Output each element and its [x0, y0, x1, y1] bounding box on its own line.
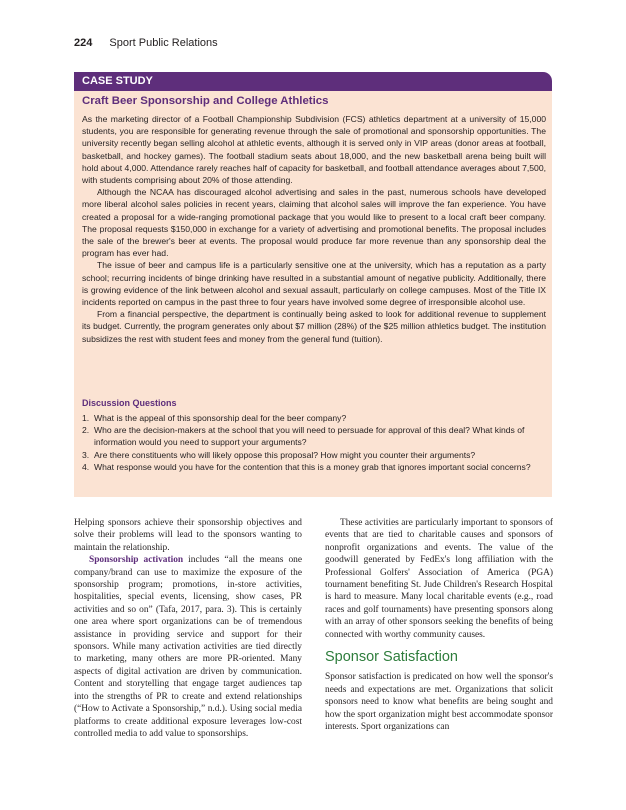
- question-text: Who are the decision-makers at the school that you will need to persuade for approval of this deal? What kinds of information would you need to support your arguments?: [94, 425, 525, 448]
- question-number: 3.: [82, 449, 90, 460]
- question-number: 1.: [82, 413, 90, 423]
- body-paragraph: [74, 554, 302, 740]
- body-paragraph-text: includes “all the means one company/brand can use to maximize the exposure of the sponsorship program; promotions, in-store activities, hospitalities, special events, licensing, show cases, PR activities and so on” (Tafa, 2017, para. 3). This is certainly one area where sport organizations can be of tremendous assistance in providing service and support for their sponsors. While many activation activities are tied directly to marketing, many others are more PR-oriented. Many aspects of digital activation are driven by communication. Content and storytelling that engage target audiences tap into the strengths of PR to create and extend relationships (“How to Activate a Sponsorship,” n.d.). Using social media platforms to create additional exposure leverages low-cost controlled media to add value to sponsorships.: [74, 555, 302, 739]
- case-study-paragraph: From a financial perspective, the department is continually being asked to look for additional revenue to supplement its budget. Currently, the program generates only about $7 million (28%) of the $25 million athletics budget. The institution subsidizes the rest with student fees and money from the general fund (tuition).: [82, 309, 546, 344]
- question-item: [82, 412, 546, 424]
- case-study-box: [74, 91, 552, 497]
- page-number: 224: [74, 37, 93, 49]
- case-study-body: [82, 113, 546, 345]
- question-text: What response would you have for the contention that this is a money grab that ignores important social concerns?: [94, 461, 531, 472]
- right-column: [325, 517, 553, 734]
- question-text: Are there constituents who will likely oppose this proposal? How might you counter their arguments?: [94, 449, 476, 460]
- case-study-title: Craft Beer Sponsorship and College Athletics: [82, 95, 329, 107]
- key-term: Sponsorship activation: [89, 555, 184, 566]
- case-study-paragraph: Although the NCAA has discouraged alcohol advertising and sales in the past, numerous schools have developed more liberal alcohol sales policies in recent years, claiming that alcohol sales will improve the fan experience. You have created a proposal for a wide-ranging promotional package that you would like to present to a local craft beer company. The proposal requests $150,000 in exchange for a variety of advertising and promotional benefits. The proposal includes the sale of the brewer's beer at events. The proposal would produce far more revenue than any sponsorship deal the program has ever had.: [82, 187, 546, 259]
- question-item: [82, 449, 546, 461]
- question-number: 2.: [82, 425, 90, 436]
- case-study-paragraph: As the marketing director of a Football Championship Subdivision (FCS) athletics department at a university of 15,000 students, you are responsible for generating revenue through the sale of promotional and sponsorship opportunities. The university recently began selling alcohol at athletic events, although it is served only in VIP areas (donor areas at football, basketball, and hockey games). The football stadium seats about 18,000, and the new basketball arena being built will hold about 4,000. Attendance rarely reaches half of capacity for basketball, and football attendance averages about 7,500, with students comprising about 20% of those attending.: [82, 114, 546, 186]
- discussion-questions-title: Discussion Questions: [82, 398, 177, 408]
- left-column: [74, 517, 302, 740]
- case-study-label: CASE STUDY: [82, 75, 153, 87]
- case-study-paragraph: The issue of beer and campus life is a particularly sensitive one at the university, which has a reputation as a party school; recurring incidents of binge drinking have resulted in a substantial amount of negative publicity. Additionally, there is growing evidence of the link between alcohol and sexual assault, particularly on college campuses. Most of the Title IX incidents reported on campus in the past three to four years have involved some degree of irresponsible alcohol use.: [82, 260, 546, 308]
- discussion-questions-list: [82, 412, 546, 473]
- case-study-tab: [74, 72, 552, 91]
- running-title: Sport Public Relations: [109, 37, 218, 49]
- question-item: [82, 424, 546, 448]
- question-text: What is the appeal of this sponsorship deal for the beer company?: [94, 413, 347, 423]
- question-number: 4.: [82, 461, 90, 472]
- body-paragraph: These activities are particularly important to sponsors of events that are tied to charitable causes and sponsors of nonprofit organizations and events. The value of the goodwill generated by FedEx's long affiliation with the Professional Golfers' Association of America (PGA) tournament benefiting St. Jude Children's Research Hospital is hard to measure. Many local charitable events (e.g., road races and golf tournaments) have presenting sponsors along with an array of other sponsors seeking the benefits of being connected with worthy community causes.: [325, 518, 553, 640]
- question-item: [82, 461, 546, 473]
- section-heading: Sponsor Satisfaction: [325, 649, 458, 666]
- body-paragraph: Sponsor satisfaction is predicated on how well the sponsor's needs and expectations are met. Organizations that solicit sponsors need to know what benefits are being sought and how the sport organization might best accommodate sponsor interests. Sport organizations can: [325, 672, 553, 733]
- body-paragraph: Helping sponsors achieve their sponsorship objectives and solve their problems will lead to the sponsors wanting to maintain the relationship.: [74, 518, 302, 553]
- running-header: [74, 37, 218, 49]
